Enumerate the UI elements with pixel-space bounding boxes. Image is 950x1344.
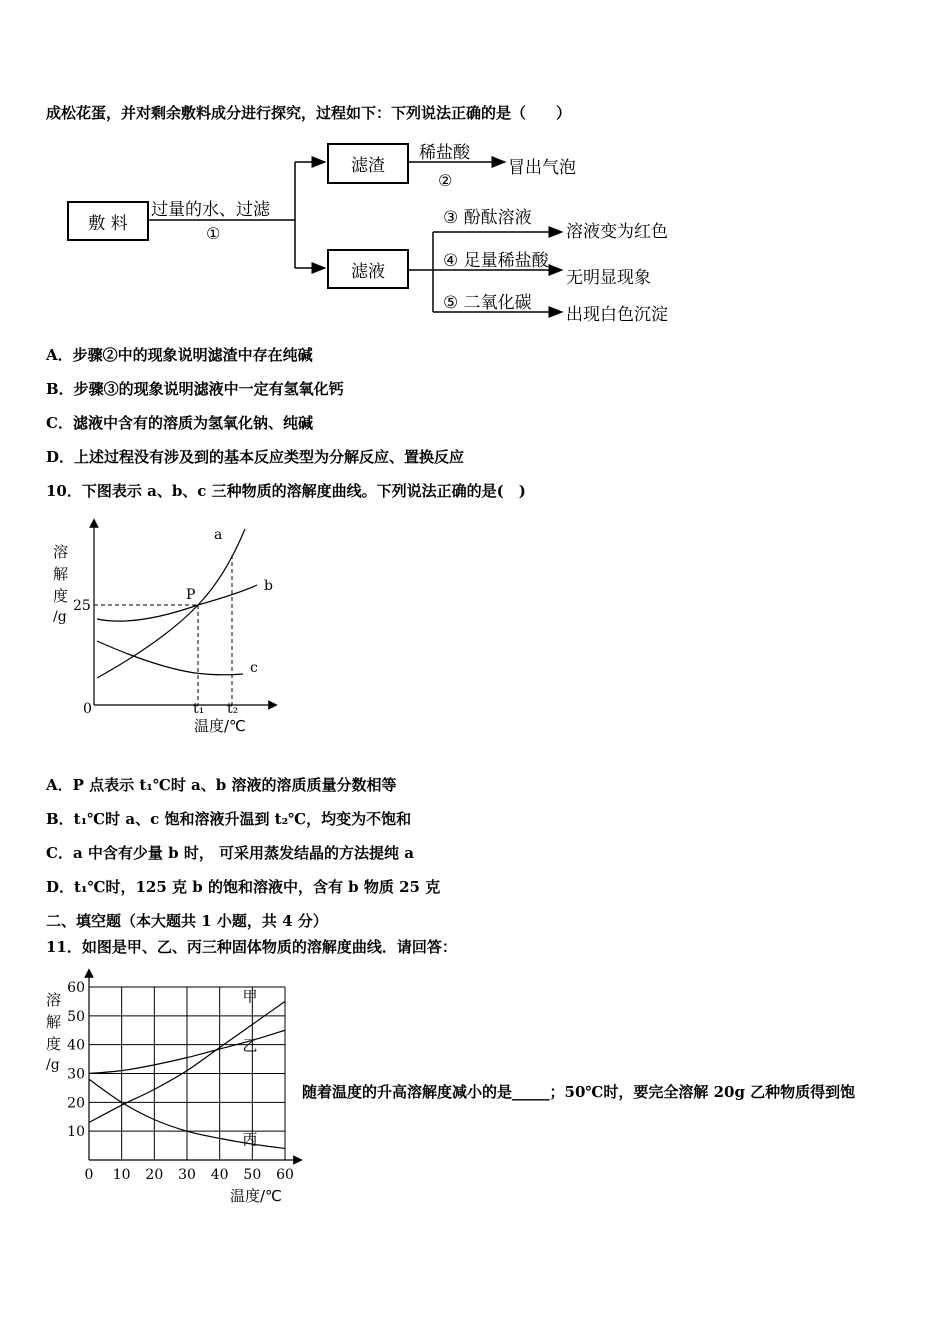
filtrate-result-5: 出现白色沉淀: [566, 305, 668, 325]
question-intro: 成松花蛋，并对剩余敷料成分进行探究，过程如下：下列说法正确的是（ ）: [46, 104, 572, 122]
y-label-0: 溶: [53, 543, 69, 561]
origin-label: 0: [83, 701, 92, 717]
y-label-1: 解: [46, 1013, 62, 1031]
series-yi-label: 乙: [242, 1036, 258, 1055]
series-bing-label: 丙: [242, 1130, 258, 1149]
y-tick-10: 10: [67, 1124, 85, 1141]
y-label-3: /g: [53, 609, 67, 625]
q9-option-d: D．上述过程没有涉及到的基本反应类型为分解反应、置换反应: [46, 448, 465, 466]
q10-option-c: C．a 中含有少量 b 时， 可采用蒸发结晶的方法提纯 a: [46, 844, 414, 862]
section-heading: 二、填空题（本大题共 1 小题，共 4 分）: [46, 912, 328, 930]
x-tick-30: 30: [178, 1167, 196, 1183]
x-label: 温度/℃: [194, 717, 246, 735]
y-label-0: 溶: [46, 991, 62, 1009]
x-tick-10: 10: [112, 1167, 131, 1183]
x-tick-t1: t₁: [193, 701, 205, 717]
x-tick-50: 50: [243, 1167, 262, 1183]
x-tick-40: 40: [210, 1167, 229, 1183]
q10-option-b: B．t₁℃时 a、c 饱和溶液升温到 t₂℃，均变为不饱和: [46, 810, 412, 828]
q10-stem: 10．下图表示 a、b、c 三种物质的溶解度曲线。下列说法正确的是( ): [46, 482, 526, 500]
step1-label: 过量的水、过滤: [151, 200, 270, 220]
curve-c: [97, 641, 243, 675]
q9-option-c: C．滤液中含有的溶质为氢氧化钠、纯碱: [46, 414, 313, 432]
start-label: 敷 料: [88, 213, 128, 234]
curve-b: [97, 585, 257, 621]
q11-side-text: 随着温度的升高溶解度减小的是_____；50℃时，要完全溶解 20g 乙种物质得到饱: [302, 1083, 856, 1101]
q11-stem: 11．如图是甲、乙、丙三种固体物质的溶解度曲线．请回答：: [46, 938, 457, 956]
filtrate-reagent-5: ⑤ 二氧化碳: [443, 293, 532, 313]
x-tick-0: 0: [84, 1167, 94, 1183]
series-c-label: c: [250, 660, 258, 676]
start-box: [67, 201, 149, 241]
step1-num: ①: [206, 224, 221, 243]
residue-result: 冒出气泡: [508, 158, 576, 178]
solubility-chart-abc: [45, 515, 305, 745]
y-label-3: /g: [46, 1057, 60, 1073]
y-label-1: 解: [53, 565, 69, 583]
q10-option-d: D．t₁℃时，125 克 b 的饱和溶液中，含有 b 物质 25 克: [46, 878, 441, 896]
y-label-2: 度: [53, 587, 69, 605]
filtrate-result-3: 溶液变为红色: [566, 222, 668, 242]
point-p-label: P: [186, 587, 196, 603]
x-tick-20: 20: [145, 1167, 164, 1183]
q9-option-b: B．步骤③的现象说明滤液中一定有氢氧化钙: [46, 380, 344, 398]
series-a-label: a: [214, 527, 223, 543]
residue-box: [327, 143, 409, 184]
curve-a: [97, 529, 245, 678]
filtrate-box: [327, 249, 409, 289]
y-tick-40: 40: [67, 1037, 85, 1054]
y-label-2: 度: [46, 1035, 62, 1053]
filtrate-reagent-4: ④ 足量稀盐酸: [443, 251, 549, 271]
filtrate-label: 滤液: [351, 261, 385, 282]
q9-option-a: A．步骤②中的现象说明滤渣中存在纯碱: [46, 346, 313, 364]
residue-label: 滤渣: [351, 156, 385, 176]
series-b-label: b: [264, 578, 273, 594]
filtrate-reagent-3: ③ 酚酞溶液: [443, 208, 532, 228]
series-jia-label: 甲: [242, 987, 258, 1006]
x-tick-60: 60: [276, 1167, 294, 1183]
x-tick-t2: t₂: [227, 701, 239, 717]
y-tick-20: 20: [67, 1095, 85, 1112]
y-tick-25: 25: [73, 598, 91, 614]
solubility-chart-jyb: [40, 965, 300, 1205]
residue-reagent: 稀盐酸: [419, 143, 470, 163]
filtrate-result-4: 无明显现象: [566, 268, 651, 288]
y-tick-60: 60: [67, 980, 85, 996]
x-label: 温度/℃: [230, 1187, 282, 1205]
q10-option-a: A．P 点表示 t₁℃时 a、b 溶液的溶质质量分数相等: [46, 776, 397, 794]
residue-step-num: ②: [438, 171, 453, 190]
y-tick-30: 30: [67, 1066, 85, 1083]
y-tick-50: 50: [67, 1008, 85, 1025]
